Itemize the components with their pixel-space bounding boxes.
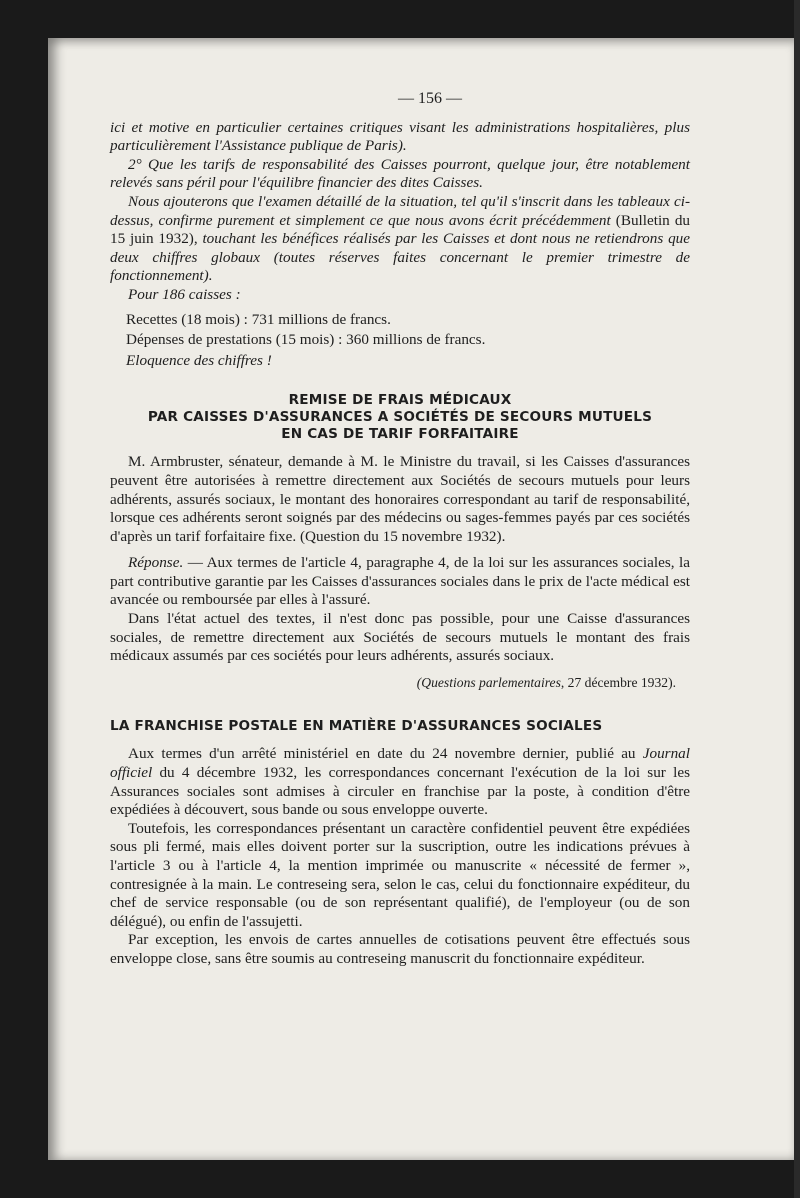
eloquence-line: Eloquence des chiffres ! <box>126 351 272 369</box>
source-open: ( <box>416 674 422 690</box>
section1-title-line1: REMISE DE FRAIS MÉDICAUX <box>288 392 512 409</box>
section2-paragraph-1 <box>110 745 690 819</box>
reponse-label: Réponse. <box>128 554 184 572</box>
figures-block <box>110 311 690 371</box>
depenses-line: Dépenses de prestations (15 mois) : 360 millions de francs. <box>126 331 486 349</box>
section2-paragraph-3: Par exception, les envois de cartes annuelles de cotisations peuvent être effectués sous enveloppe close, sans être soumis au contreseing manuscrit du fonctionnaire expéditeur. <box>110 931 690 967</box>
recettes-line: Recettes (18 mois) : 731 millions de francs. <box>126 310 391 328</box>
scan-edge <box>794 0 800 1198</box>
caisses-line: Pour 186 caisses : <box>128 285 241 303</box>
intro-paragraph-3 <box>110 193 690 286</box>
source-rest: , 27 décembre 1932). <box>560 674 676 690</box>
intro-p3-italic-2: touchant les bénéfices réalisés par les Caisses et dont nous ne retiendrons que deux chiffres globaux (toutes réserves faites concernant le premier trimestre de fonctionnement). <box>110 230 691 285</box>
s2-p1-italic: Journal officiel <box>110 745 690 782</box>
section1-conclusion: Dans l'état actuel des textes, il n'est donc pas possible, pour une Caisse d'assurances sociales, de remettre directement aux Sociétés de secours mutuels le montant des frais médicaux assumés par ces sociétés pour leurs adhérents, assurés sociaux. <box>110 610 690 665</box>
intro-paragraph-1: ici et motive en particulier certaines critiques visant les administrations hospitalières, plus particulièrement l'Assistance publique de Paris). <box>110 118 690 155</box>
intro-paragraph-2: 2° Que les tarifs de responsabilité des Caisses pourront, quelque jour, être notablement relevés sans péril pour l'équilibre financier des dites Caisses. <box>110 155 690 192</box>
intro-p3-italic-1: Nous ajouterons que l'examen détaillé de la situation, tel qu'il s'inscrit dans les tableaux ci-dessus, confirme purement et simplement ce que nous avons écrit précédemment <box>110 192 690 229</box>
page-number: — 156 — <box>398 90 462 107</box>
section2-title: LA FRANCHISE POSTALE EN MATIÈRE D'ASSURANCES SOCIALES <box>110 718 603 735</box>
reponse-text: — Aux termes de l'article 4, paragraphe 4, de la loi sur les assurances sociales, la part contributive garantie par les Caisses d'assurances sociales dans le prix de l'acte médical est avancée ou remboursée par elles à l'assuré. <box>110 554 690 609</box>
section1-reponse <box>110 554 690 610</box>
s2-p1-b: du 4 décembre 1932, les correspondances concernant l'exécution de la loi sur les Assurances sociales sont admises à circuler en franchise par la poste, à condition d'être expédiées à découvert, sous bande ou sous enveloppe ouverte. <box>110 764 690 819</box>
s2-p1-a: Aux termes d'un arrêté ministériel en date du 24 novembre dernier, publié au <box>128 745 643 763</box>
source-italic: Questions parlementaires <box>421 674 561 690</box>
intro-p3-roman: (Bulletin du 15 juin 1932), <box>110 211 691 248</box>
page-content <box>110 90 690 969</box>
section1-title-line2: PAR CAISSES D'ASSURANCES A SOCIÉTÉS DE SECOURS MUTUELS <box>147 409 653 426</box>
section1-title-line3: EN CAS DE TARIF FORFAITAIRE <box>281 426 519 443</box>
section1-title <box>110 392 690 443</box>
section2-paragraph-2: Toutefois, les correspondances présentant un caractère confidentiel peuvent être expédiées sous pli fermé, mais elles doivent porter sur la suscription, outre les indications prévues à l'article 3 ou à l'article 4, la mention imprimée ou manuscrite « nécessité de fermer », contresignée à la main. Le contreseing sera, selon le cas, celui du fonctionnaire expéditeur, du chef de service responsable (ou de son représentant qualifié), de l'employeur (ou de son délégué), ou enfin de l'assujetti. <box>110 819 690 930</box>
section1-source <box>110 674 690 693</box>
section1-question: M. Armbruster, sénateur, demande à M. le Ministre du travail, si les Caisses d'assurances peuvent être autorisées à remettre directement aux Sociétés de secours mutuels pour leurs adhérents, assurés sociaux, le montant des honoraires correspondant au tarif de responsabilité, lorsque ces adhérents seront soignés par des médecins ou sages-femmes payés par ces sociétés d'après un tarif forfaitaire fixe. (Question du 15 novembre 1932). <box>110 453 690 545</box>
